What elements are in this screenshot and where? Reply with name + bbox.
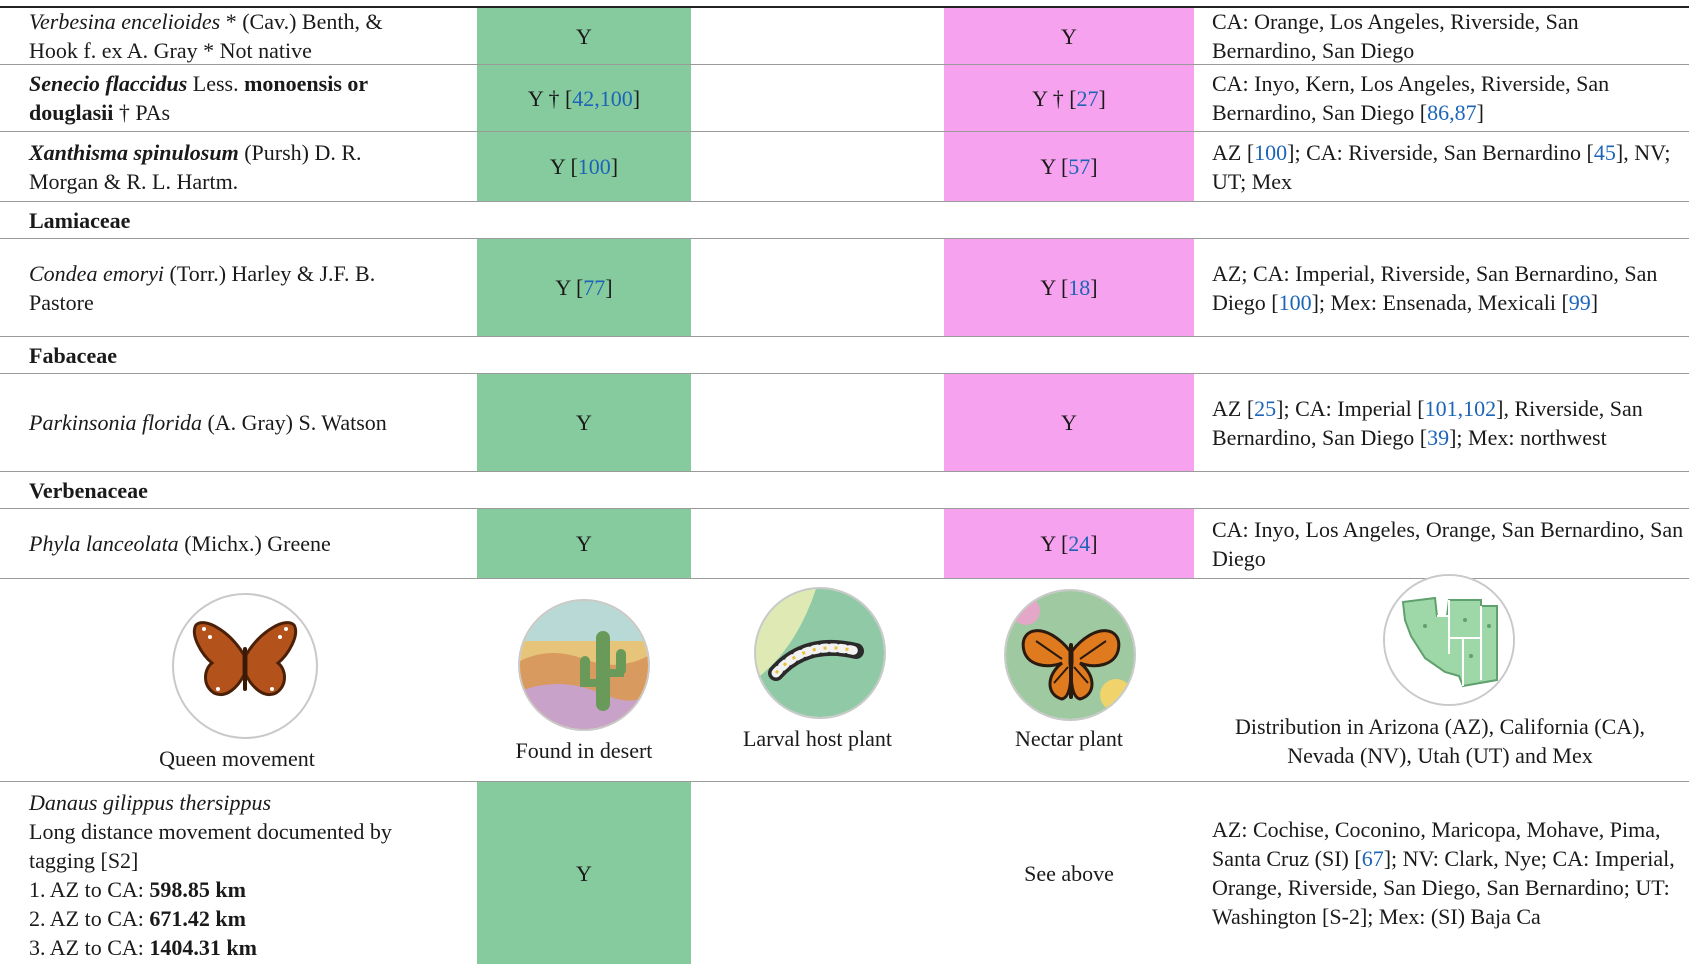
legend-caption: Larval host plant [742, 726, 893, 751]
larval-cell [691, 8, 944, 64]
caterpillar-icon [754, 587, 886, 719]
nectar-value: Y [ [1040, 531, 1069, 556]
species-variety-line2: douglasii [29, 100, 114, 125]
species-cell [29, 509, 474, 578]
desert-value: Y † [ [527, 85, 573, 111]
species-cell [29, 782, 474, 964]
species-authority: (A. Gray) S. Watson [201, 410, 387, 435]
desert-cell [477, 509, 691, 578]
distribution-text: AZ; CA: Imperial, Riverside, San Bernardino, San Diego [ [1212, 260, 1658, 315]
nectar-value: See above [1024, 860, 1114, 886]
species-cell [29, 8, 474, 64]
nectar-cell [944, 239, 1194, 336]
desert-value: Y [576, 860, 592, 886]
desert-cell [477, 239, 691, 336]
distribution-text: ], NV; UT; Mex [1212, 139, 1671, 194]
legend-caption: Found in desert [515, 738, 653, 763]
reference-link[interactable]: 39 [1427, 424, 1450, 450]
distribution-text: ]; NV: Clark, Nye; CA: Imperial, Orange, Riverside, San Diego, San Bernardino; UT: Washington [S-2]; Mex: (SI) Baja Ca [1212, 846, 1675, 929]
movement-distance: 1404.31 km [149, 935, 257, 960]
reference-link[interactable]: 67 [1361, 846, 1384, 871]
species-variety: monoensis or [244, 71, 369, 96]
species-authority: (Pursh) D. R. [238, 139, 362, 165]
family-cell [29, 202, 474, 238]
distribution-cell [1212, 509, 1686, 578]
larval-cell [691, 782, 944, 964]
family-name: Fabaceae [29, 342, 117, 368]
reference-link[interactable]: 45 [1593, 139, 1616, 165]
distribution-cell [1212, 8, 1686, 64]
species-name: Senecio flaccidus [29, 71, 188, 96]
species-cell [29, 374, 474, 471]
bracket: ] [1098, 85, 1106, 111]
table-row [0, 8, 1689, 65]
distribution-text: AZ: Cochise, Coconino, Maricopa, Mohave, Pima, Santa Cruz (SI) [ [1212, 817, 1661, 871]
reference-link[interactable]: 77 [583, 275, 606, 300]
reference-link[interactable]: 57 [1068, 154, 1091, 179]
distribution-text: AZ [ [1212, 395, 1255, 421]
legend-larval [691, 579, 944, 781]
distribution-cell [1212, 239, 1686, 336]
species-name: Phyla lanceolata [29, 531, 179, 556]
distribution-text: ]; Mex: northwest [1449, 424, 1607, 450]
movement-distance: 598.85 km [149, 877, 246, 902]
table-row [0, 509, 1689, 579]
movement-note: Long distance movement documented by [29, 819, 392, 844]
legend-distribution [1194, 579, 1686, 781]
nectar-value: Y [ [1040, 275, 1069, 300]
bracket: ] [1090, 154, 1098, 179]
species-authority-line2: Hook f. ex A. Gray * Not native [29, 38, 312, 63]
family-row [0, 337, 1689, 374]
movement-label: 3. AZ to CA: [29, 935, 150, 960]
legend-caption: Distribution in Arizona (AZ), California (CA), Nevada (NV), Utah (UT) and Mex [1235, 714, 1645, 768]
butterfly-icon [172, 593, 318, 739]
bracket: ] [1476, 100, 1484, 125]
species-authority: (Michx.) Greene [178, 531, 331, 556]
reference-link[interactable]: 99 [1568, 289, 1591, 315]
species-note: † PAs [113, 100, 171, 125]
movement-label: 1. AZ to CA: [29, 877, 150, 902]
movement-label: 2. AZ to CA: [29, 906, 150, 931]
desert-value: Y [ [549, 154, 578, 179]
larval-cell [691, 374, 944, 471]
distribution-text: CA: Orange, Los Angeles, Riverside, San Bernardino, San Diego [1212, 9, 1579, 63]
species-cell [29, 132, 474, 201]
family-row [0, 472, 1689, 509]
nectar-value: Y [ [1040, 154, 1069, 179]
legend-caption: Nectar plant [1014, 726, 1124, 751]
distribution-text: ], Riverside, San Bernardino, San Diego [ [1212, 395, 1643, 450]
bracket: ] [632, 85, 641, 111]
distribution-text: ]; CA: Imperial [ [1276, 395, 1425, 421]
nectar-cell [944, 65, 1194, 131]
legend-caption: Queen movement [159, 746, 315, 771]
table-row [0, 374, 1689, 472]
reference-link[interactable]: 25 [1254, 395, 1277, 421]
larval-cell [691, 132, 944, 201]
family-cell [29, 472, 474, 508]
nectar-cell [944, 509, 1194, 578]
distribution-text: ]; Mex: Ensenada, Mexicali [ [1311, 289, 1569, 315]
legend-desert [477, 579, 691, 781]
reference-link[interactable]: 27 [1076, 85, 1099, 111]
family-name: Verbenaceae [29, 477, 148, 503]
reference-link[interactable]: 18 [1068, 275, 1091, 300]
reference-link[interactable]: 86,87 [1427, 100, 1477, 125]
larval-cell [691, 65, 944, 131]
nectar-value: Y [1061, 23, 1077, 49]
desert-cell [477, 782, 691, 964]
bracket: ] [1090, 275, 1098, 300]
desert-cell [477, 132, 691, 201]
species-cell [29, 239, 474, 336]
family-cell [29, 337, 474, 373]
larval-cell [691, 239, 944, 336]
species-name: Verbesina encelioides [29, 9, 221, 34]
legend-nectar [944, 579, 1194, 781]
nectar-value: Y [1061, 410, 1077, 435]
table-row [0, 782, 1689, 964]
reference-link[interactable]: 100 [1254, 139, 1288, 165]
species-name: Parkinsonia florida [29, 410, 202, 435]
reference-link[interactable]: 24 [1068, 531, 1091, 556]
distribution-cell [1212, 65, 1686, 131]
desert-value: Y [576, 410, 592, 435]
distribution-text: CA: Inyo, Kern, Los Angeles, Riverside, San Bernardino, San Diego [ [1212, 71, 1610, 125]
species-authority-line2: Morgan & R. L. Hartm. [29, 168, 239, 194]
distribution-text: AZ [ [1212, 139, 1255, 165]
table-row [0, 65, 1689, 132]
species-cell [29, 65, 474, 131]
reference-link[interactable]: 100 [577, 154, 611, 179]
bracket: ] [610, 154, 619, 179]
species-authority-line2: Pastore [29, 289, 94, 315]
family-name: Lamiaceae [29, 207, 131, 233]
family-row [0, 202, 1689, 239]
desert-cell [477, 65, 691, 131]
nectar-cell [944, 374, 1194, 471]
bracket: ] [605, 275, 613, 300]
nectar-cell [944, 8, 1194, 64]
nectar-butterfly-icon [1004, 589, 1136, 721]
legend-row [0, 579, 1689, 782]
desert-saguaro-icon [518, 599, 650, 731]
species-authority: Less. [187, 71, 245, 96]
distribution-text: ] [1590, 289, 1599, 315]
distribution-text: ]; CA: Riverside, San Bernardino [ [1287, 139, 1594, 165]
distribution-cell [1212, 374, 1686, 471]
movement-note: tagging [S2] [29, 848, 139, 873]
nectar-value: Y † [ [1032, 85, 1077, 111]
reference-link[interactable]: 42,100 [572, 85, 633, 111]
table-row [0, 239, 1689, 337]
species-name: Xanthisma spinulosum [29, 139, 239, 165]
desert-value: Y [576, 531, 592, 556]
bracket: ] [1090, 531, 1098, 556]
species-name: Condea emoryi [29, 260, 165, 286]
movement-distance: 671.42 km [149, 906, 246, 931]
legend-queen [0, 579, 474, 781]
table-row [0, 132, 1689, 202]
desert-value: Y [576, 23, 592, 49]
nectar-cell [944, 782, 1194, 964]
desert-cell [477, 8, 691, 64]
reference-link[interactable]: 101,102 [1424, 395, 1497, 421]
desert-value: Y [ [555, 275, 584, 300]
desert-cell [477, 374, 691, 471]
larval-cell [691, 509, 944, 578]
reference-link[interactable]: 100 [1278, 289, 1312, 315]
distribution-text: CA: Inyo, Los Angeles, Orange, San Bernardino, San Diego [1212, 516, 1684, 571]
species-authority: (Torr.) Harley & J.F. B. [164, 260, 376, 286]
species-name: Danaus gilippus thersippus [29, 790, 272, 815]
distribution-cell [1212, 132, 1686, 201]
species-authority: * (Cav.) Benth, & [220, 9, 383, 34]
southwest-map-icon [1383, 574, 1515, 706]
distribution-cell [1212, 782, 1686, 964]
nectar-cell [944, 132, 1194, 201]
